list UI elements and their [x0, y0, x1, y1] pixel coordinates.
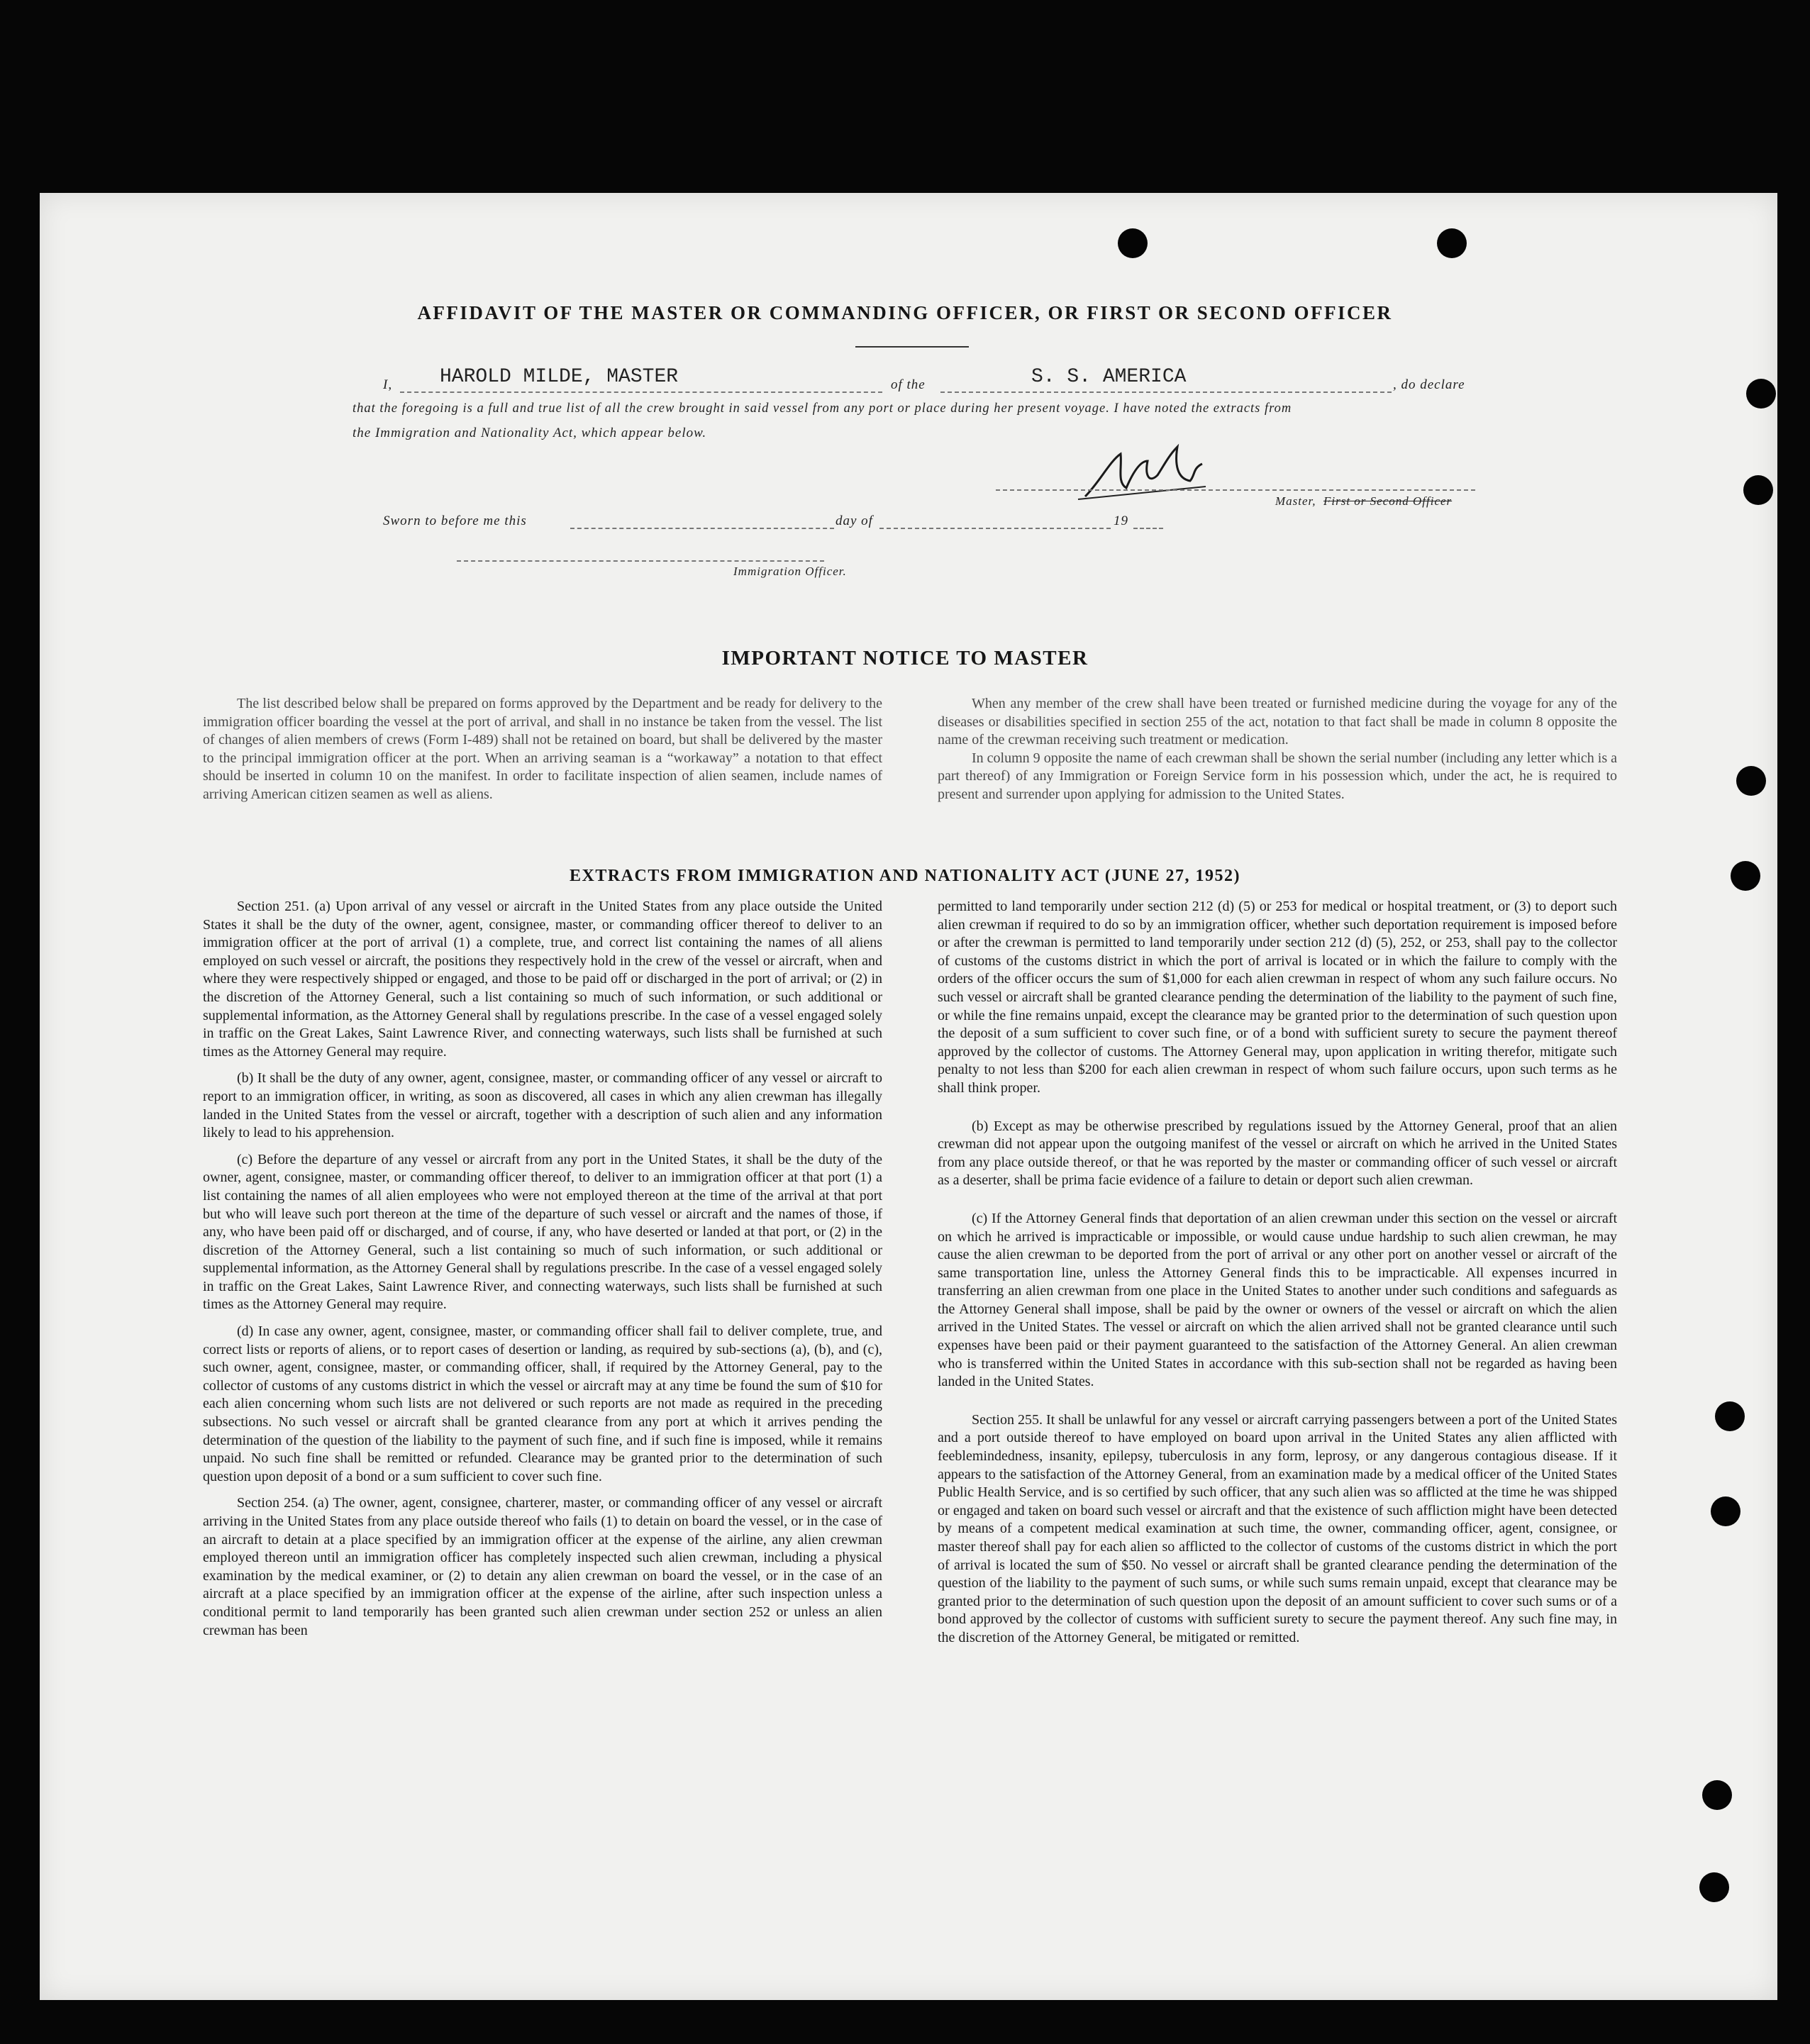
section-251b: (b) It shall be the duty of any owner, agent, consignee, master, or commanding officer of any vessel or aircraft to report to an immigration officer, in writing, as soon as discovered, all cases in which any alien crewman has illegally landed in the United States from the vessel or aircraft, together with a description of such alien and any information likely to lead to his apprehension. — [203, 1070, 882, 1141]
sworn-day-line — [570, 528, 834, 529]
notice-right-column — [938, 695, 1617, 804]
vessel-field-line — [940, 391, 1392, 393]
punch-hole — [1715, 1401, 1745, 1431]
title-rule — [855, 346, 969, 348]
punch-hole — [1743, 475, 1773, 505]
immigration-officer-label: Immigration Officer. — [733, 565, 847, 578]
affidavit-line1-prefix: I, — [383, 377, 393, 392]
section-254a-continued: permitted to land temporarily under section 212 (d) (5) or 253 for medical or hospital treatment, or (3) to deport such alien crewman if required to do so by an immigration officer, whether such deportation requirement is imposed before or after the crewman is permitted to land temporarily under section 212 (d) (5), 252, or 253, shall pay to the collector of customs of the customs district in which the port of arrival is located or in which the failure to comply with the orders of the officer occurs the sum of $1,000 for each alien crewman in respect of whom any such failure occurs. No such vessel or aircraft shall be granted clearance pending the determination of the liability to the payment of such fine, or while the fine remains unpaid, except the clearance may be granted prior to the determination of such question upon the deposit of a sum sufficient to cover such fine, or of a bond with sufficient surety to secure the payment thereof approved by the collector of customs. The Attorney General may, upon application in writing therefor, mitigate such penalty to not less than $200 for each alien crewman in respect of whom such failure occurs, upon such terms as he shall think proper. — [938, 899, 1617, 1096]
section-251d: (d) In case any owner, agent, consignee, master, or commanding officer shall fail to deliver complete, true, and correct lists or reports of aliens, or to report cases of desertion or landing, as required by sub-sections (a), (b), and (c), such owner, agent, consignee, master, or commanding officer, shall, if required by the Attorney General, pay to the collector of customs of any customs district in which the vessel or aircraft may at any time be found the sum of $10 for each alien concerning whom such lists are not delivered or such reports are not made as required in the preceding subsections. No such vessel or aircraft shall be granted clearance from any port at which it arrives pending the determination of the question of the liability to the payment of such fine, and if such fine is imposed, while it remains unpaid. No such fine shall be remitted or refunded. Clearance may be granted prior to the determination of such question upon deposit of a bond or a sum sufficient to cover such fine. — [203, 1323, 882, 1484]
master-label: Master, — [1275, 494, 1316, 508]
name-field: HAROLD MILDE, MASTER — [440, 366, 679, 388]
section-255: Section 255. It shall be unlawful for any vessel or aircraft carrying passengers between a port of the United States and a port outside thereof to have employed on board upon arrival in the United States any alien afflicted with feeblemindedness, insanity, epilepsy, tuberculosis in any form, leprosy, or any dangerous contagious disease. If it appears to the satisfaction of the Attorney General, from an examination made by a medical officer of the United States Public Health Service, and is so certified by such officer, that any such alien was so afflicted at the time he was shipped or engaged and taken on board such vessel or aircraft and that the existence of such affliction might have been detected by means of a competent medical examination at such time, the owner, commanding officer, agent, consignee, or master thereof shall pay for each alien so afflicted to the collector of customs of the customs district in which the port of arrival is located the sum of $50. No vessel or aircraft shall be granted clearance pending the determination of the question of the liability to the payment of such sums, or while such sums remain unpaid, except that clearance may be granted prior to the determination of such question upon the deposit of an amount sufficient to cover such sums or of a bond approved by the collector of customs with sufficient surety to secure the payment thereof. Any such fine may, in the discretion of the Attorney General, be mitigated or remitted. — [938, 1411, 1617, 1645]
section-251c: (c) Before the departure of any vessel or aircraft from any port in the United States, it shall be the duty of the owner, agent, consignee, master, or commanding officer thereof, to deliver to an immigration officer at that port (1) a list containing the names of all alien employees who were not employed thereon at the time of the arrival at that port but who will leave such port thereon at the time of the departure of such vessel or aircraft and the names of those, if any, who have been paid off or discharged, and of course, if any, who have deserted or landed at that port, or (2) in the discretion of the Attorney General, such a list containing so much of such information, or such additional or supplemental information, as the Attorney General shall by regulations prescribe. In the case of a vessel engaged solely in traffic on the Great Lakes, Saint Lawrence River, and connecting waterways, such lists shall be furnished at such times as the Attorney General may require. — [203, 1151, 882, 1313]
sworn-month-line — [879, 528, 1111, 529]
punch-hole — [1702, 1780, 1732, 1810]
section-254a: Section 254. (a) The owner, agent, consignee, charterer, master, or commanding officer of any vessel or aircraft arriving in the United States from any place outside thereof who fails (1) to detain on board the vessel, or in the case of an aircraft to detain at a place specified by an immigration officer at the expense of the airline, any alien crewman employed thereon until an immigration officer has completely inspected such alien crewman, including a physical examination by the medical examiner, or (2) to detain any alien crewman on board the vessel, or in the case of an aircraft at a place specified by an immigration officer at the expense of the airline, after such inspection unless a conditional permit to land temporarily has been granted such alien crewman under section 252 or unless an alien crewman has been — [203, 1495, 882, 1638]
name-field-line — [400, 391, 882, 393]
do-declare-label: , do declare — [1393, 377, 1465, 392]
notice-right-paragraph-2: In column 9 opposite the name of each crewman shall be shown the serial number (including any letter which is a part thereof) of any Immigration or Foreign Service form in his possession which, under the act, he is required to present and surrender upon applying for admission to the United States. — [938, 750, 1617, 802]
extracts-left-column — [203, 898, 882, 1640]
punch-hole — [1699, 1872, 1729, 1902]
signature-line — [996, 489, 1475, 491]
first-second-officer-struck: First or Second Officer — [1323, 494, 1453, 508]
day-of-label: day of — [835, 513, 873, 528]
extracts-right-column — [938, 898, 1617, 1648]
punch-hole — [1746, 379, 1776, 409]
vessel-field: S. S. AMERICA — [1031, 366, 1187, 388]
officer-line — [457, 560, 824, 562]
notice-title: IMPORTANT NOTICE TO MASTER — [721, 647, 1089, 670]
year-line — [1133, 528, 1163, 529]
affidavit-line2: that the foregoing is a full and true list of all the crew brought in said vessel from any port or place during her present voyage. I have noted the extracts from — [352, 401, 1292, 416]
extracts-title: EXTRACTS FROM IMMIGRATION AND NATIONALITY ACT (JUNE 27, 1952) — [570, 867, 1240, 885]
year-label: 19 — [1114, 513, 1128, 528]
punch-hole — [1437, 228, 1467, 258]
section-254b: (b) Except as may be otherwise prescribed by regulations issued by the Attorney General, proof that an alien crewman did not appear upon the outgoing manifest of the vessel or aircraft on which he arrived in the United States from any place outside thereof, or that he was reported by the master or commanding officer of such vessel or aircraft as a deserter, shall be prima facie evidence of a failure to detain or deport such alien crewman. — [938, 1118, 1617, 1189]
section-254c: (c) If the Attorney General finds that deportation of an alien crewman under this section on the vessel or aircraft on which he arrived is impracticable or impossible, or would cause undue hardship to such alien crewman, he may cause the alien crewman to be deported from the port of arrival or any other port on another vessel or aircraft of the same transportation line, unless the Attorney General finds this to be impracticable. All expenses incurred in transferring an alien crewman from one place in the United States to another under such conditions and safeguards as the Attorney General shall impose, shall be paid by the owner or owners of the vessel or aircraft on which the alien arrived in the United States. The vessel or aircraft on which the alien arrived shall not be granted clearance until such expenses have been paid or their payment guaranteed to the satisfaction of the Attorney General. An alien crewman who is transferred within the United States in accordance with this sub-section shall not be regarded as having been landed in the United States. — [938, 1210, 1617, 1390]
section-251a: Section 251. (a) Upon arrival of any vessel or aircraft in the United States from any place outside the United States it shall be the duty of the owner, agent, consignee, master, or commanding officer thereof to deliver to an immigration officer at the port of arrival (1) a complete, true, and correct list containing the names of all aliens employed on such vessel or aircraft, the positions they respectively hold in the crew of the vessel or aircraft, when and where they were respectively shipped or engaged, and those to be paid off or discharged in the port of arrival; or (2) in the discretion of the Attorney General, such a list containing so much of such information, or such additional or supplemental information, as the Attorney General shall by regulations prescribe. In the case of a vessel engaged solely in traffic on the Great Lakes, Saint Lawrence River, and connecting waterways, such lists shall be furnished at such times as the Attorney General may require. — [203, 899, 882, 1060]
affidavit-title: AFFIDAVIT OF THE MASTER OR COMMANDING OFFICER, OR FIRST OR SECOND OFFICER — [417, 302, 1393, 323]
punch-hole — [1736, 766, 1766, 796]
notice-left-paragraph: The list described below shall be prepared on forms approved by the Department and be ready for delivery to the immigration officer boarding the vessel at the port of arrival, and shall in no instance be taken from the vessel. The list of changes of alien members of crews (Form I-489) shall not be retained on board, but shall be delivered by the master to the principal immigration officer at the port. When an arriving seaman is a “workaway” a notation to that effect should be inserted in column 10 on the manifest. In order to facilitate inspection of alien seamen, include names of arriving American citizen seamen as well as aliens. — [203, 696, 882, 802]
sworn-label: Sworn to before me this — [383, 513, 527, 528]
punch-hole — [1118, 228, 1148, 258]
of-the-label: of the — [891, 377, 926, 392]
signature-mark — [1071, 440, 1227, 511]
notice-right-paragraph-1: When any member of the crew shall have been treated or furnished medicine during the voyage for any of the diseases or disabilities specified in section 255 of the act, notation to that fact shall be made in column 8 opposite the name of the crewman receiving such treatment or medication. — [938, 696, 1617, 748]
punch-hole — [1711, 1496, 1740, 1526]
affidavit-line3: the Immigration and Nationality Act, which appear below. — [352, 426, 707, 440]
notice-left-column — [203, 695, 882, 804]
